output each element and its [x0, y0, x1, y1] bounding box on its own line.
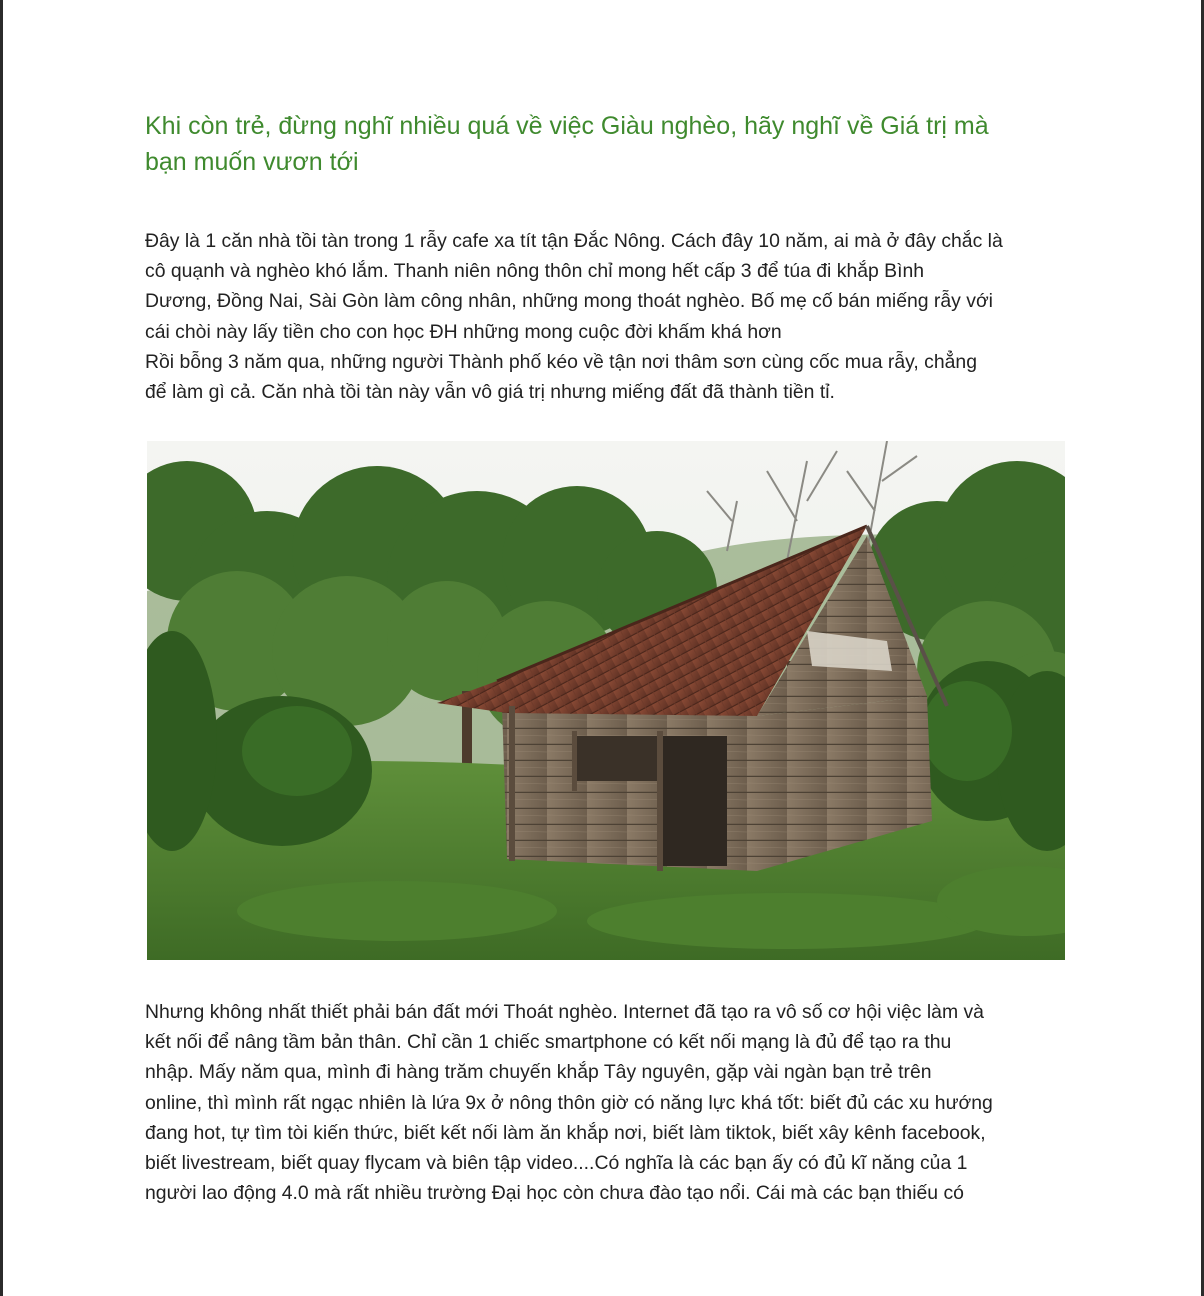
- text-line: kết nối để nâng tầm bản thân. Chỉ cần 1 chiếc smartphone có kết nối mạng là đủ để tạo ra thu: [145, 1031, 952, 1054]
- text-line: cô quạnh và nghèo khó lắm. Thanh niên nông thôn chỉ mong hết cấp 3 để túa đi khắp Bình: [145, 260, 925, 283]
- paragraph-internet: [145, 997, 1065, 1208]
- text-line: biết livestream, biết quay flycam và biên tập video....Có nghĩa là các bạn ấy có đủ kĩ năng của 1: [145, 1152, 968, 1175]
- paragraph-intro: [145, 226, 1065, 407]
- text-line: để làm gì cả. Căn nhà tồi tàn này vẫn vô giá trị nhưng miếng đất đã thành tiền tỉ.: [145, 381, 835, 404]
- text-line: nhập. Mấy năm qua, mình đi hàng trăm chuyến khắp Tây nguyên, gặp vài ngàn bạn trẻ trên: [145, 1061, 932, 1084]
- text-line: người lao động 4.0 mà rất nhiều trường Đại học còn chưa đào tạo nổi. Cái mà các bạn thiếu có: [145, 1182, 964, 1205]
- viewer-left-edge: [0, 0, 3, 1296]
- title-line: bạn muốn vươn tới: [145, 148, 359, 176]
- text-line: cái chòi này lấy tiền cho con học ĐH những mong cuộc đời khấm khá hơn: [145, 320, 782, 343]
- article-title: [145, 108, 1065, 180]
- text-line: Đây là 1 căn nhà tồi tàn trong 1 rẫy cafe xa tít tận Đắc Nông. Cách đây 10 năm, ai mà ở đây chắc là: [145, 230, 1003, 252]
- wooden-hut-photo: [147, 441, 1065, 960]
- text-line: Rồi bỗng 3 năm qua, những người Thành phố kéo về tận nơi thâm sơn cùng cốc mua rẫy, chẳng: [145, 350, 977, 373]
- text-line: Dương, Đồng Nai, Sài Gòn làm công nhân, những mong thoát nghèo. Bố mẹ cố bán miếng rẫy với: [145, 290, 993, 313]
- text-line: online, thì mình rất ngạc nhiên là lứa 9x ở nông thôn giờ có năng lực khá tốt: biết đủ các xu hướng: [145, 1091, 993, 1114]
- text-line: đang hot, tự tìm tòi kiến thức, biết kết nối làm ăn khắp nơi, biết làm tiktok, biết xây kênh facebook,: [145, 1121, 986, 1144]
- text-line: Nhưng không nhất thiết phải bán đất mới Thoát nghèo. Internet đã tạo ra vô số cơ hội việc làm và: [145, 1001, 984, 1023]
- title-line: Khi còn trẻ, đừng nghĩ nhiều quá về việc Giàu nghèo, hãy nghĩ về Giá trị mà: [145, 112, 989, 140]
